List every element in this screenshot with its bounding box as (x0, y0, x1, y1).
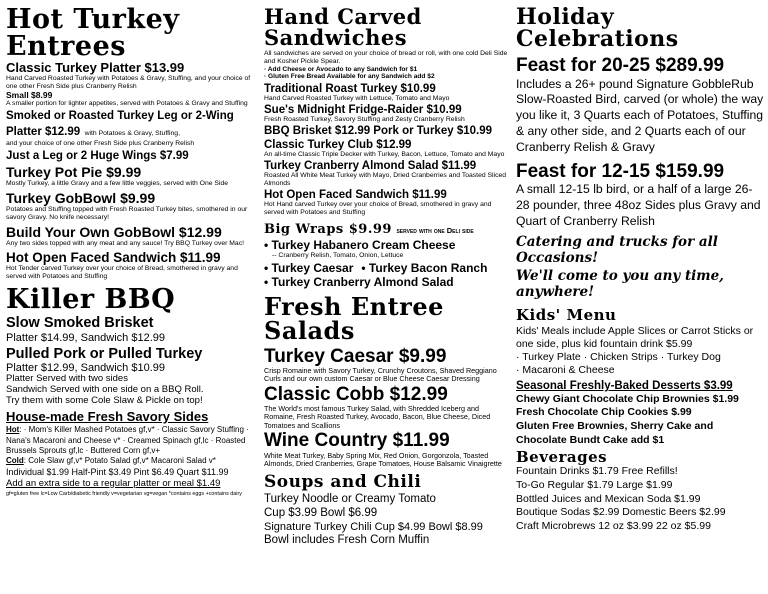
classic-turkey-platter-desc: Hand Carved Roasted Turkey with Potatoes & Gravy, Stuffing, and your choice of one other Fresh Side plus Cranberry Relish (6, 75, 251, 90)
hot-sides-label: Hot (6, 425, 20, 435)
beverage-boutique: Boutique Sodas $2.99 Domestic Beers $2.99 (516, 506, 726, 519)
hot-turkey-title: Hot Turkey Entrees (6, 6, 180, 62)
smoked-turkey-leg: Smoked or Roasted Turkey Leg or 2-Wing (6, 109, 234, 122)
sandwiches-intro: All sandwiches are served on your choice of bread or roll, with one cold Deli Side and Kosher Pickle Spear. (264, 50, 508, 65)
feast-12-15: Feast for 12-15 $159.99 (516, 160, 725, 182)
smoked-turkey-leg-desc: and your choice of one other Fresh Side plus Cranberry Relish (6, 140, 195, 148)
soup-line-1: Turkey Noodle or Creamy Tomato (264, 493, 436, 506)
desserts-title: Seasonal Freshly-Baked Desserts $3.99 (516, 380, 733, 393)
classic-turkey-club-desc: An all-time Classic Triple Decker with Turkey, Bacon, Lettuce, Tomato and Mayo (264, 151, 505, 159)
soup-line-2: Cup $3.99 Bowl $6.99 (264, 506, 378, 519)
hot-sides (6, 425, 256, 456)
bbq-note-platter: Platter Served with two sides (6, 373, 128, 385)
sides-prices: Individual $1.99 Half-Pint $3.49 Pint $6.49 Quart $11.99 (6, 466, 229, 477)
wrap-cranberry-almond: • Turkey Cranberry Almond Salad (264, 276, 510, 289)
turkey-gobbowl-desc: Potatoes and Stuffing topped with Fresh Roasted Turkey bites, smothered in our savory Gravy. No knife necessary! (6, 206, 248, 222)
cold-sides (6, 456, 256, 466)
beverages-title: Beverages (516, 448, 608, 467)
wine-country-salad-desc: White Meat Turkey, Baby Spring Mix, Red Onion, Gorgonzola, Toasted Almonds, Dried Cranberries, Grape Tomatoes, House Balsamic Vinaigrette (264, 450, 502, 468)
classic-cobb-salad: Classic Cobb $12.99 (264, 383, 448, 405)
soups-title: Soups and Chili (264, 472, 422, 493)
pulled-pork-or-turkey-prices: Platter $12.99, Sandwich $10.99 (6, 362, 166, 375)
wine-country-salad: Wine Country $11.99 (264, 430, 450, 452)
smoked-turkey-leg-price-row (6, 122, 256, 140)
small-platter: Small $8.99 (6, 89, 53, 100)
kids-menu-desc: Kids' Meals include Apple Slices or Carrot Sticks or one side, plus kid fountain drink $5.99 (516, 324, 754, 351)
sandwich-add-cheese: · Add Cheese or Avocado to any Sandwich for $1 (264, 65, 418, 73)
classic-cobb-salad-desc: The World's most famous Turkey Salad, with Shredded Iceberg and Romaine, Fresh Roasted Turkey, Avocado, Bacon, Blue Cheese, Diced Tomatoes and Scallions (264, 404, 491, 430)
turkey-cranberry-almond-desc: Roasted All White Meat Turkey with Mayo, Dried Cranberries and Toasted Sliced Almonds (264, 172, 507, 188)
soup-line-4: Bowl includes Fresh Corn Muffin (264, 533, 430, 546)
turkey-cranberry-almond: Turkey Cranberry Almond Salad $11.99 (264, 159, 477, 172)
slow-smoked-brisket-prices: Platter $14.99, Sandwich $12.99 (6, 331, 166, 344)
sues-fridge-raider: Sue's Midnight Fridge-Raider $10.99 (264, 104, 462, 116)
kids-menu-items-2: · Macaroni & Cheese (516, 364, 615, 377)
holiday-title: Holiday Celebrations (516, 6, 679, 52)
classic-turkey-club: Classic Turkey Club $12.99 (264, 138, 412, 151)
dessert-gluten-free: Gluten Free Brownies, Sherry Cake and (516, 420, 714, 433)
smoked-turkey-leg-price-desc: with Potatoes & Gravy, Stuffing, (84, 130, 180, 138)
hot-open-faced-sandwich-2: Hot Open Faced Sandwich $11.99 (264, 188, 447, 201)
hot-open-faced-sandwich-2-desc: Hot Hand carved Turkey over your choice of Bread, smothered in gravy and served with Potatoes and Stuffing (264, 201, 492, 217)
wrap-row (264, 262, 510, 275)
bbq-brisket-sandwich: BBQ Brisket $12.99 Pork or Turkey $10.99 (264, 125, 492, 138)
big-wraps-row (264, 220, 510, 238)
wrap-caesar: • Turkey Caesar (264, 262, 353, 275)
sandwich-gluten-free: · Gluten Free Bread Available for any Sandwich add $2 (264, 73, 435, 81)
bbq-note-slaw: Try them with some Cole Slaw & Pickle on top! (6, 395, 203, 407)
feast-20-25-desc: Includes a 26+ pound Signature GobbleRub Slow-Roasted Bird, carved (or whole) the way you like it, 3 Quarts each of Potatoes, Stuffing & any other side, and 2 Quarts each of our Cranberry Relish & Gravy (516, 76, 764, 154)
column-middle (264, 6, 510, 548)
sides-title: House-made Fresh Savory Sides (6, 409, 209, 425)
smoked-turkey-leg-price: Platter $12.99 (6, 126, 81, 139)
kids-menu-items-1: · Turkey Plate · Chicken Strips · Turkey Dog (516, 351, 721, 364)
beverage-fountain: Fountain Drinks $1.79 Free Refills! (516, 465, 678, 478)
wrap-habanero: • Turkey Habanero Cream Cheese (264, 239, 510, 252)
classic-turkey-platter: Classic Turkey Platter $13.99 (6, 60, 185, 75)
wrap-bacon-ranch: • Turkey Bacon Ranch (361, 262, 487, 275)
slow-smoked-brisket: Slow Smoked Brisket (6, 315, 154, 332)
feast-20-25: Feast for 20-25 $289.99 (516, 55, 725, 76)
hot-open-faced-sandwich: Hot Open Faced Sandwich $11.99 (6, 249, 221, 265)
cold-sides-list: : Cole Slaw gf,v* Potato Salad gf,v* Macaroni Salad v* (23, 456, 216, 466)
big-wraps-note: served with one Deli side (396, 225, 474, 235)
soup-line-3: Signature Turkey Chili Cup $4.99 Bowl $8.99 (264, 520, 483, 533)
leg-or-wings: Just a Leg or 2 Huge Wings $7.99 (6, 149, 189, 162)
hot-sides-list: : · Mom's Killer Mashed Potatoes gf,v* · Classic Savory Stuffing · Nana's Macaroni and Cheese v* · Creamed Spinach gf,lc · Roasted Brussels Sprouts gf,lc · Buttered Corn gf,v+ (6, 425, 249, 455)
turkey-gobbowl: Turkey GobBowl $9.99 (6, 190, 156, 207)
column-left (6, 6, 256, 497)
dessert-cookies: Fresh Chocolate Chip Cookies $.99 (516, 406, 692, 419)
turkey-pot-pie-desc: Mostly Turkey, a little Gravy and a few little veggies, served with One Side (6, 180, 229, 188)
dessert-brownies: Chewy Giant Chocolate Chip Brownies $1.99 (516, 392, 739, 405)
beverage-craft: Craft Microbrews 12 oz $3.99 22 oz $5.99 (516, 519, 711, 532)
build-your-own-gobbowl: Build Your Own GobBowl $12.99 (6, 223, 222, 240)
turkey-caesar-salad-desc: Crisp Romaine with Savory Turkey, Crunchy Croutons, Shaved Reggiano Curls and our own custom Caesar or Blue Cheese Caesar Dressing (264, 366, 497, 384)
turkey-caesar-salad: Turkey Caesar $9.99 (264, 345, 447, 367)
salads-title: Fresh Entree Salads (264, 291, 444, 345)
feast-12-15-desc: A small 12-15 lb bird, or a half of a large 26-28 pounder, three 48oz Sides plus Gravy and Quart of Cranberry Relish (516, 182, 761, 229)
sandwiches-title: Hand Carved Sandwiches (264, 6, 422, 50)
beverage-to-go: To-Go Regular $1.79 Large $1.99 (516, 479, 673, 492)
dessert-bundt-cake: Chocolate Bundt Cake add $1 (516, 433, 665, 446)
small-platter-desc: A smaller portion for lighter appetites, served with Potatoes & Gravy and Stuffing (6, 99, 248, 107)
dietary-legend: gf=gluten free lc=Low Carb/diabetic friendly v=vegetarian vg=vegan *contains eggs +contains dairy (6, 490, 242, 497)
killer-bbq-title: Killer BBQ (6, 284, 176, 316)
catering-line-1: Catering and trucks for all Occasions! (516, 233, 718, 266)
traditional-roast-turkey-desc: Hand Carved Roasted Turkey with Lettuce, Tomato and Mayo (264, 95, 450, 103)
pulled-pork-or-turkey: Pulled Pork or Pulled Turkey (6, 345, 203, 362)
beverage-bottled: Bottled Juices and Mexican Soda $1.99 (516, 492, 701, 505)
cold-sides-label: Cold (6, 456, 24, 466)
sues-fridge-raider-desc: Fresh Roasted Turkey, Savory Stuffing and Zesty Cranberry Relish (264, 116, 465, 124)
bbq-note-sandwich: Sandwich Served with one side on a BBQ Roll. (6, 384, 204, 396)
build-your-own-gobbowl-desc: Any two sides topped with any meat and any sauce! Try BBQ Turkey over Mac! (6, 240, 245, 248)
catering-line-2: We'll come to you any time, anywhere! (516, 267, 724, 300)
big-wraps-title: Big Wraps $9.99 (264, 221, 392, 237)
hot-open-faced-sandwich-desc: Hot Tender carved Turkey over your choice of Bread, smothered in gravy and served with Potatoes and Stuffing (6, 265, 238, 281)
extra-side-note: Add an extra side to a regular platter or meal $1.49 (6, 477, 221, 489)
kids-menu-title: Kids' Menu (516, 305, 617, 324)
wrap-habanero-desc: -- Cranberry Relish, Tomato, Onion, Lettuce (272, 251, 404, 259)
turkey-pot-pie: Turkey Pot Pie $9.99 (6, 164, 142, 181)
traditional-roast-turkey: Traditional Roast Turkey $10.99 (264, 82, 436, 95)
column-right (516, 6, 764, 534)
